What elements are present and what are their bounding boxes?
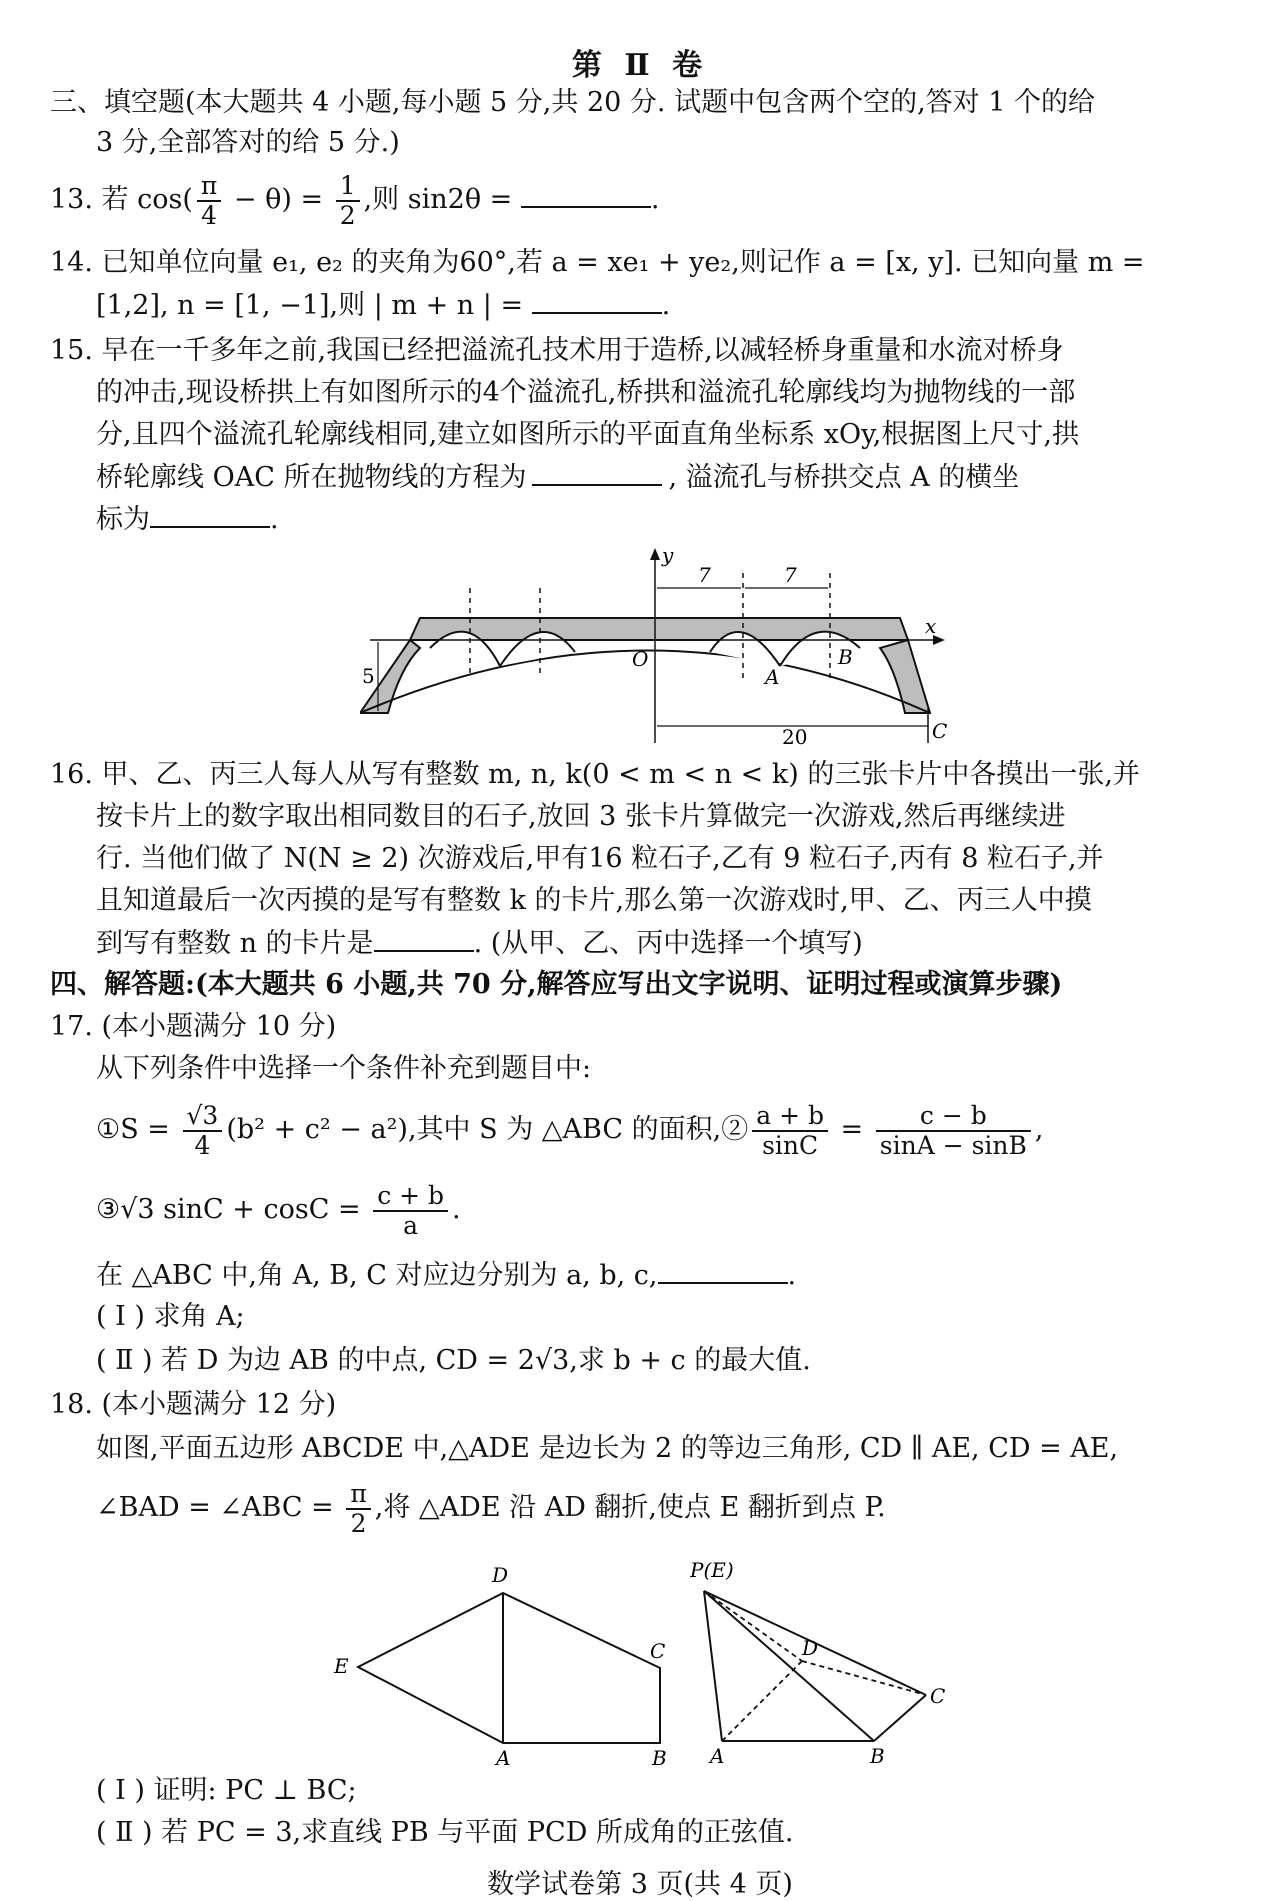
label-d: D — [802, 1636, 819, 1660]
label-a: A — [496, 1746, 511, 1770]
edge-bc — [874, 1695, 926, 1741]
bridge-figure — [360, 548, 950, 748]
question-18-part1: ( Ⅰ ) 证明: PC ⊥ BC; — [96, 1775, 357, 1806]
question-15-line3: 分,且四个溢流孔轮廓线相同,建立如图所示的平面直角坐标系 xOy,根据图上尺寸,拱 — [96, 419, 1079, 450]
answer-blank[interactable] — [150, 500, 270, 528]
question-15-line2: 的冲击,现设桥拱上有如图所示的4个溢流孔,桥拱和溢流孔轮廓线均为抛物线的一部 — [96, 377, 1076, 408]
question-17-part1: ( Ⅰ ) 求角 A; — [96, 1301, 245, 1332]
label-x: x — [925, 614, 937, 638]
answer-blank[interactable] — [374, 924, 474, 952]
section3-title-line2: 3 分,全部答对的给 5 分.) — [96, 127, 400, 158]
question-17-intro: 从下列条件中选择一个条件补充到题目中: — [96, 1053, 592, 1084]
y-axis-arrow — [650, 548, 660, 560]
edge-pa — [704, 1591, 722, 1741]
label-c: C — [932, 719, 948, 743]
section-header: 第 Ⅱ 卷 — [571, 48, 709, 83]
fraction-pi-over-4: $\frac{\pi}{4}$ — [197, 172, 221, 230]
label-20: 20 — [782, 725, 808, 748]
question-16-line4: 且知道最后一次丙摸的是写有整数 k 的卡片,那么第一次游戏时,甲、乙、丙三人中摸 — [96, 885, 1092, 916]
answer-blank[interactable] — [532, 286, 662, 314]
question-18-line2: ∠BAD = ∠ABC = $\frac{\pi}{2}$ ,将 △ADE 沿 AD 翻折,使点 E 翻折到点 P. — [96, 1478, 886, 1538]
section4-title: 四、解答题:(本大题共 6 小题,共 70 分,解答应写出文字说明、证明过程或演算步骤) — [50, 969, 1063, 1000]
fraction-pi-over-2: $\frac{\pi}{2}$ — [346, 1480, 370, 1538]
question-17-head: 17. (本小题满分 10 分) — [50, 1011, 337, 1042]
label-e: E — [334, 1654, 349, 1678]
label-y: y — [662, 548, 674, 567]
label-b: B — [652, 1746, 667, 1770]
answer-blank[interactable] — [658, 1256, 788, 1284]
question-17-conditions-1-2: ①S = $\frac{√3}{4}$ (b² + c² − a²),其中 S 为 △ABC 的面积,② $\frac{a + b}{\sin C}$ = $\frac{c - b}{\sin A - \sin B}$ , — [96, 1100, 1044, 1160]
question-15-line5: 标为 . — [96, 500, 1236, 539]
question-17-part2: ( Ⅱ ) 若 D 为边 AB 的中点, CD = 2√3,求 b + c 的最大值. — [96, 1345, 811, 1376]
edge-ad-dashed — [722, 1661, 802, 1741]
label-a: A — [710, 1744, 725, 1768]
pentagon-outline — [358, 1593, 660, 1743]
fraction-condition-2-right: $\frac{c - b}{\sin A - \sin B}$ — [876, 1102, 1031, 1160]
label-5: 5 — [362, 664, 375, 688]
label-c: C — [930, 1684, 946, 1708]
question-16-line3: 行. 当他们做了 N(N ≥ 2) 次游戏后,甲有16 粒石子,乙有 9 粒石子,丙有 8 粒石子,并 — [96, 843, 1104, 874]
question-15-line1: 15. 早在一千多年之前,我国已经把溢流孔技术用于造桥,以减轻桥身重量和水流对桥身 — [50, 335, 1064, 366]
label-7-left: 7 — [698, 563, 711, 587]
label-p: P(E) — [690, 1558, 734, 1582]
pentagon-figure — [330, 1560, 680, 1770]
label-7-right: 7 — [784, 563, 797, 587]
question-18-part2: ( Ⅱ ) 若 PC = 3,求直线 PB 与平面 PCD 所成角的正弦值. — [96, 1817, 794, 1848]
question-18-line1: 如图,平面五边形 ABCDE 中,△ADE 是边长为 2 的等边三角形, CD ∥ AE, CD = AE, — [96, 1433, 1119, 1464]
edge-pb — [704, 1591, 874, 1741]
answer-blank[interactable] — [521, 180, 651, 208]
question-15-line4: 桥轮廓线 OAC 所在抛物线的方程为 , 溢流孔与桥拱交点 A 的横坐 — [96, 458, 1236, 497]
section3-title-line1: 三、填空题(本大题共 4 小题,每小题 5 分,共 20 分. 试题中包含两个空的,答对 1 个的给 — [50, 87, 1095, 118]
label-a: A — [765, 665, 780, 689]
page-footer: 数学试卷第 3 页(共 4 页) — [487, 1869, 793, 1900]
question-17-stem: 在 △ABC 中,角 A, B, C 对应边分别为 a, b, c, . — [96, 1256, 1236, 1295]
label-d: D — [492, 1563, 509, 1587]
question-13: 13. 若 cos( $\frac{\pi}{4}$ − θ) = $\frac{1}{2}$ ,则 sin2θ = . — [50, 170, 660, 230]
question-16-line1: 16. 甲、乙、丙三人每人从写有整数 m, n, k(0 < m < n < k) 的三张卡片中各摸出一张,并 — [50, 759, 1140, 790]
question-16-line5: 到写有整数 n 的卡片是 . (从甲、乙、丙中选择一个填写) — [96, 924, 1236, 963]
question-16-line2: 按卡片上的数字取出相同数目的石子,放回 3 张卡片算做完一次游戏,然后再继续进 — [96, 801, 1066, 832]
label-b: B — [838, 645, 853, 669]
fraction-condition-3: $\frac{c + b}{a}$ — [373, 1182, 448, 1240]
edge-pd-dashed — [704, 1591, 802, 1661]
question-14-line2: [1,2], n = [1, −1],则 | m + n | = . — [96, 286, 1236, 325]
label-o: O — [632, 647, 649, 671]
fraction-sqrt3-over-4: $\frac{√3}{4}$ — [183, 1102, 223, 1160]
question-14-line1: 14. 已知单位向量 e₁, e₂ 的夹角为60°,若 a = xe₁ + ye₂,则记作 a = [x, y]. 已知向量 m = — [50, 247, 1145, 278]
question-18-head: 18. (本小题满分 12 分) — [50, 1389, 337, 1420]
question-17-condition-3: ③√3 sinC + cosC = $\frac{c + b}{a}$ . — [96, 1180, 461, 1240]
pyramid-figure — [690, 1555, 970, 1770]
fraction-one-half: $\frac{1}{2}$ — [336, 172, 360, 230]
label-c: C — [650, 1639, 666, 1663]
answer-blank[interactable] — [532, 458, 662, 486]
fraction-condition-2-left: $\frac{a + b}{\sin C}$ — [752, 1102, 828, 1160]
label-b: B — [870, 1744, 885, 1768]
